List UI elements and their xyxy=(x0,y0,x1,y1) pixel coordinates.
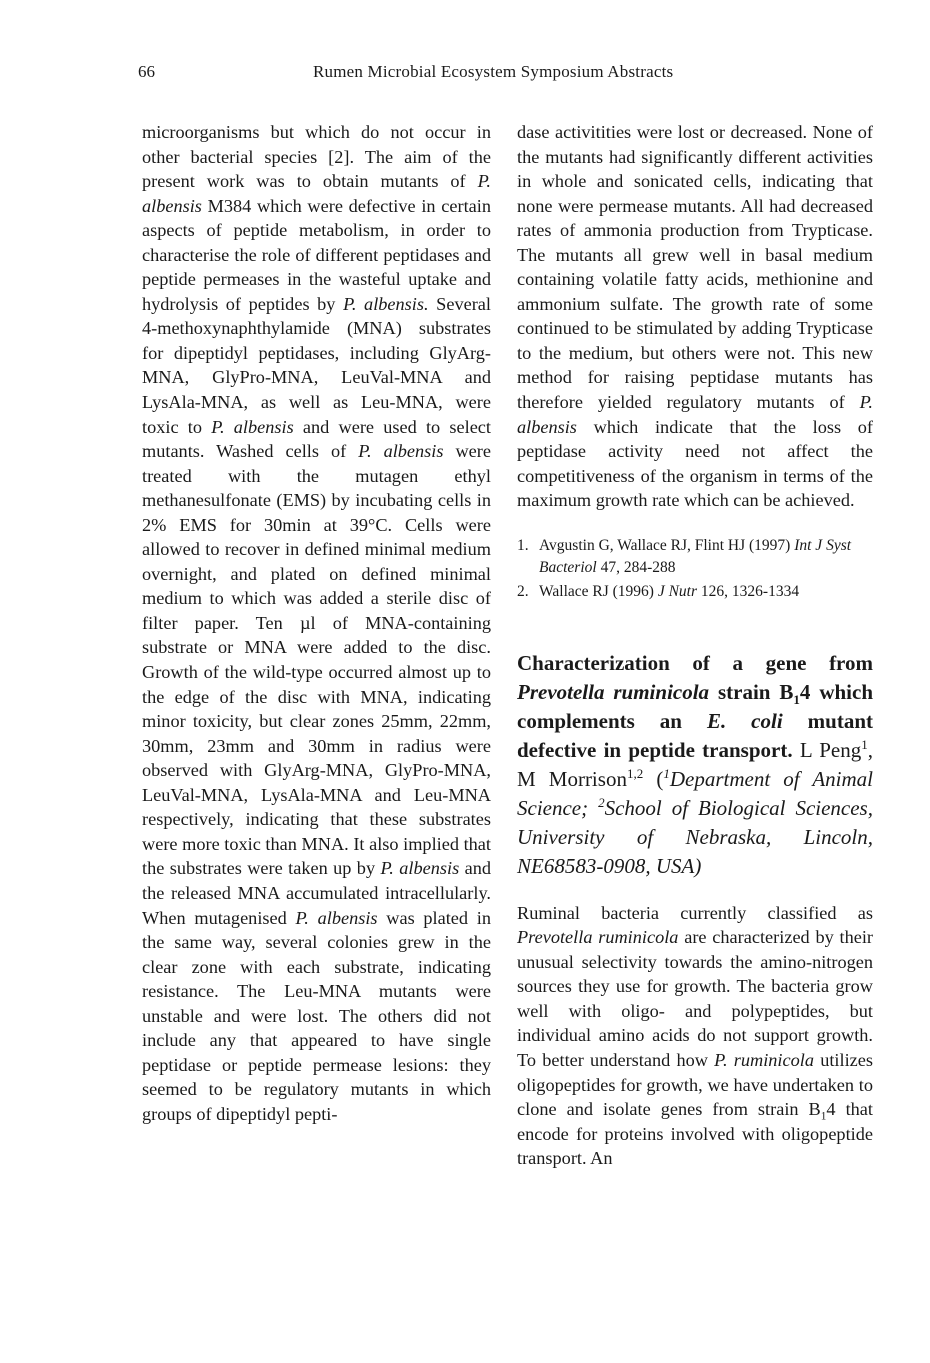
body-text: and the released MNA accumulated intracellularly. When mutagenised xyxy=(142,858,491,928)
affiliation-text: School of Biological Sciences, University of Nebraska, Lincoln, NE68583-0908, USA) xyxy=(517,795,873,878)
title-text: 4 which complements an xyxy=(517,679,873,733)
right-column xyxy=(517,120,873,1171)
reference-number: 2. xyxy=(517,582,529,600)
title-text: Characterization of a gene from xyxy=(517,650,873,675)
author-name: , M Morrison xyxy=(517,737,873,791)
author-affiliation-marker: 1 xyxy=(861,736,868,752)
body-text: and were used to select mutants. Washed cells of xyxy=(142,416,491,462)
body-text: dase activitities were lost or decreased. None of the mutants had significantly different activities in whole and sonicated cells, indicating that none were permease mutants. All had decreased rates of ammonia production from Trypticase. The mutants all grew well in basal medium containing volatile fatty acids, methionine and ammonium sulfate. The growth rate of some continued to be stimulated by adding Trypticase to the medium, but others were not. This new method for raising peptidase mutants has therefore yielded regulatory mutants of xyxy=(517,122,873,413)
body-text: Ruminal bacteria currently classified as xyxy=(517,902,873,923)
reference-list xyxy=(517,535,873,603)
species-name: P. albensis xyxy=(517,392,873,437)
abstract-title xyxy=(517,649,873,881)
title-text: strain B xyxy=(709,679,794,704)
body-text: Several 4-methoxynaphthylamide (MNA) substrates for dipeptidyl peptidases, including GlyArg-MNA, GlyPro-MNA, LeuVal-MNA and LysAla-MNA, as well as Leu-MNA, were toxic to xyxy=(142,293,491,437)
species-name: P. albensis xyxy=(380,858,460,879)
author-affiliation-marker: 1,2 xyxy=(626,765,644,781)
abstract-continuation-text xyxy=(142,120,491,1126)
running-title: Rumen Microbial Ecosystem Symposium Abstracts xyxy=(313,62,674,81)
body-text: 4 that encode for proteins involved with oligopeptide transport. An xyxy=(517,1099,873,1169)
species-name: P. albensis xyxy=(211,416,294,437)
strain-subscript: 1 xyxy=(820,1110,827,1123)
body-text: are characterized by their unusual selectivity towards the amino-nitrogen sources they use for growth. The bacteria grow well with oligo- and polypeptides, but individual amino acids do not support growth. To better understand how xyxy=(517,927,873,1071)
reference-text: 126, 1326-1334 xyxy=(697,582,800,600)
body-text: utilizes oligopeptides for growth, we have undertaken to clone and isolate genes from strain B xyxy=(517,1050,874,1120)
journal-name: J Nutr xyxy=(657,582,698,600)
page-number: 66 xyxy=(138,62,155,81)
reference-text: Avgustin G, Wallace RJ, Flint HJ (1997) xyxy=(539,536,795,554)
left-column xyxy=(142,120,491,1126)
title-subscript: 1 xyxy=(793,691,800,707)
affiliation-open: ( xyxy=(643,766,664,791)
species-name: P. ruminicola xyxy=(714,1050,814,1071)
species-name: P. albensis. xyxy=(343,293,429,314)
author-name: L Peng xyxy=(792,737,862,762)
title-species: E. coli xyxy=(706,708,783,733)
abstract-body xyxy=(517,901,873,1171)
reference-item xyxy=(517,535,873,579)
affiliation-marker: 1 xyxy=(663,765,670,781)
title-species: Prevotella ruminicola xyxy=(517,679,710,704)
species-name: P. albensis xyxy=(295,907,378,928)
reference-item xyxy=(517,581,873,603)
body-text: M384 which were defective in certain aspects of peptide metabolism, in order to characterise the role of different peptidases and peptide permeases in the wasteful uptake and hydrolysis of peptides by xyxy=(142,195,491,314)
species-name: P. albensis xyxy=(142,171,491,216)
journal-name: Int J Syst Bacteriol xyxy=(539,536,852,576)
reference-text: 47, 284-288 xyxy=(596,558,676,576)
affiliation-text: Department of Animal Science; xyxy=(517,766,874,820)
reference-number: 1. xyxy=(517,536,529,554)
body-text: were treated with the mutagen ethyl methanesulfonate (EMS) by incubating cells in 2% EMS for 30min at 39°C. Cells were allowed to recover in defined minimal medium overnight, and plated on defined minimal medium to which was added a sterile disc of filter paper. Ten µl of MNA-containing substrate or MNA were added to the disc. Growth of the wild-type occurred almost up to the edge of the disc with MNA, indicating minor toxicity, but clear zones 25mm, 22mm, 30mm, 23mm and 30mm in radius were observed with GlyArg-MNA, GlyPro-MNA, LeuVal-MNA, LysAla-MNA and Leu-MNA respectively, indicating that these substrates were more toxic than MNA. It also implied that the substrates were taken up by xyxy=(142,441,491,879)
title-text: mutant defective in peptide transport. xyxy=(517,708,874,762)
abstract-continuation-text xyxy=(517,120,873,513)
body-text: which indicate that the loss of peptidase activity need not affect the competitiveness of the organism in terms of the maximum growth rate which can be achieved. xyxy=(517,416,873,511)
page-header xyxy=(138,62,878,88)
body-text: microorganisms but which do not occur in other bacterial species [2]. The aim of the present work was to obtain mutants of xyxy=(142,122,491,192)
affiliation-marker: 2 xyxy=(598,794,605,810)
species-name: Prevotella ruminicola xyxy=(517,927,679,948)
species-name: P. albensis xyxy=(358,441,444,462)
body-text: was plated in the same way, several colonies grew in the clear zone with each substrate, indicating resistance. The Leu-MNA mutants were unstable and were lost. The others did not include any that appeared to have single peptidase or peptide permease lesions: they seemed to be regulatory mutants in which groups of dipeptidyl pepti- xyxy=(142,907,492,1124)
reference-text: Wallace RJ (1996) xyxy=(539,582,658,600)
